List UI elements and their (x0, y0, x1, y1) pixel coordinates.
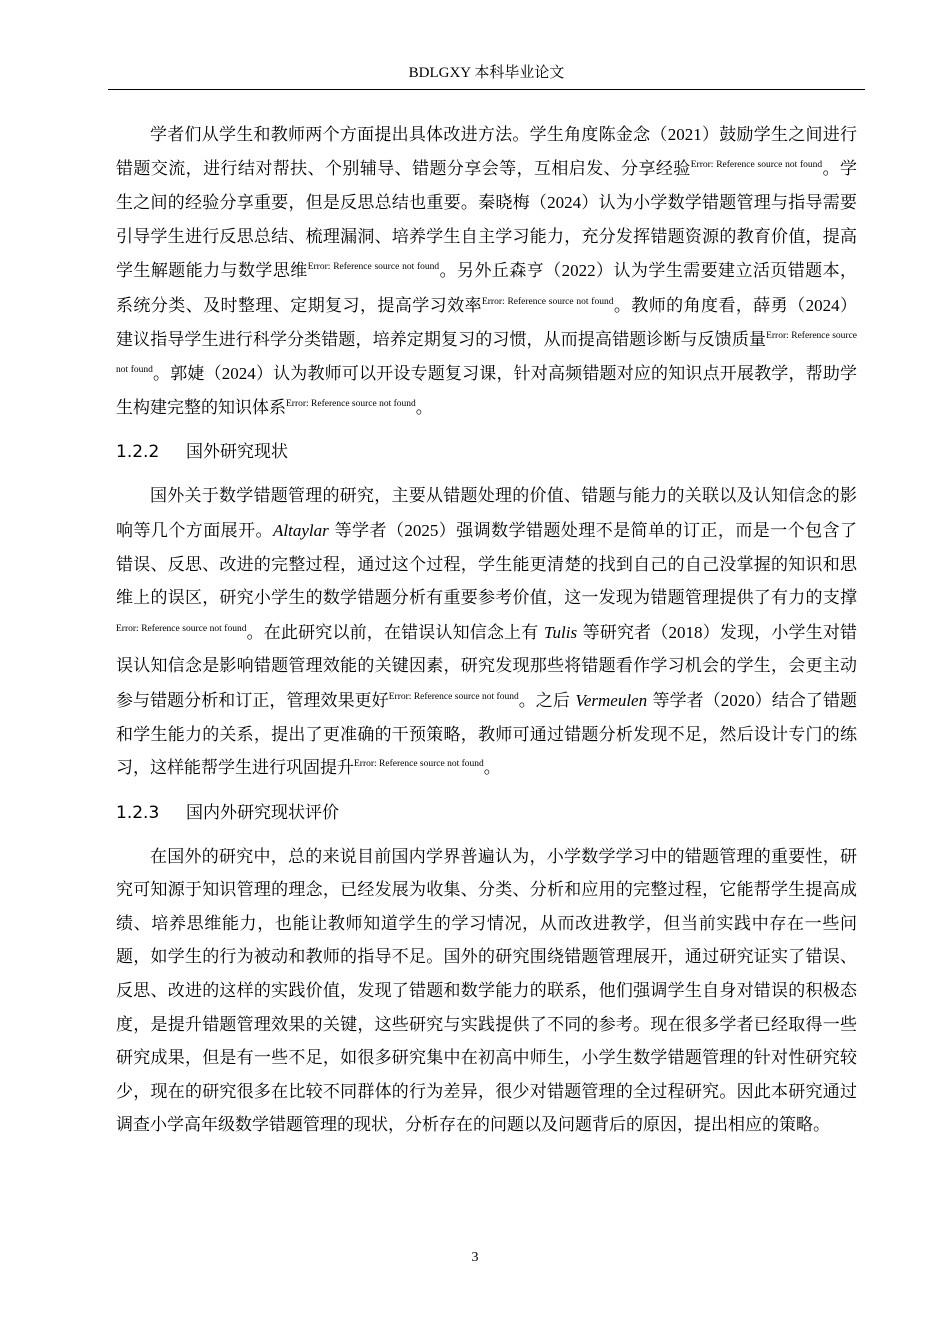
citation-error[interactable]: Error: Reference source not found (354, 759, 484, 770)
header-rule (108, 89, 865, 90)
text-run: 学者们从学生和教师两个方面提出具体改进方法。学生角度陈金念（ (150, 125, 668, 145)
citation-error[interactable]: Error: Reference source not found (307, 262, 440, 273)
text-run: ）结合了错题和学生能力的关系，提出了更准确的干预策略，教师可通过错题分析发现不足，然后设计专门的练习，这样能帮学生进行巩固提升 (116, 690, 858, 779)
text-run: ）认为教师可以开设专题复习课，针对高频错题对应的知识点开展教学，帮助学生构建完整的知识体系 (116, 364, 858, 418)
text-run: ）认为小学数学错题管理与指导需要引导学生进行反思总结、梳理漏洞、培养学生自主学习能力，充分发挥错题资源的教育价值，提高学生解题能力与数学思维 (116, 193, 858, 282)
text-run: 。教师的角度看，薛勇（ (613, 295, 806, 316)
citation-error[interactable]: Error: Reference source not found (690, 159, 823, 170)
author-name: Vermeulen (575, 690, 648, 710)
text-run: 等研究者（ (577, 622, 669, 643)
text-run: 。另外丘森亨（ (439, 261, 562, 282)
section-number: 1.2.3 (116, 802, 160, 823)
text-run: 。 (483, 758, 501, 779)
year: 2025 (404, 520, 439, 540)
author-name: Tulis (544, 622, 578, 642)
text-run: 。 (415, 397, 433, 418)
author-name: Altaylar (273, 520, 329, 540)
section-heading-1-2-2 (116, 435, 857, 469)
section-title: 国外研究现状 (186, 442, 288, 463)
citation-error[interactable]: Error: Reference source not found (116, 623, 247, 634)
page-number: 3 (471, 1250, 479, 1265)
text-run: ）认为学生需要建立活页错题本，系统分类、及时整理、定期复习，提高学习效率 (116, 261, 858, 316)
running-header: BDLGXY 本科毕业论文 (408, 65, 565, 81)
text-run: 。郭婕（ (152, 364, 222, 385)
text-run: 。学生之间的经验分享重要，但是反思总结也重要。秦晓梅（ (116, 158, 858, 214)
section-title: 国内外研究现状评价 (186, 802, 339, 823)
year: 2018 (668, 622, 703, 642)
text-run: 。之后 (518, 690, 576, 711)
text-run: ）鼓励学生之间进行错题交流，进行结对帮扶、个别辅导、错题分享会等，互相启发、分享经验 (116, 125, 858, 179)
section-number: 1.2.2 (116, 442, 160, 463)
text-run: 。在此研究以前，在错误认知信念上有 (246, 622, 545, 643)
year: 2024 (805, 295, 840, 315)
section-heading-1-2-3 (116, 796, 857, 830)
citation-error[interactable]: Error: Reference source not found (388, 691, 519, 702)
text-run: 等学者（ (647, 690, 721, 711)
citation-error[interactable]: Error: Reference source not found (481, 296, 614, 307)
text-run: 等学者（ (328, 520, 405, 541)
citation-error[interactable]: Error: Reference source not found (116, 330, 857, 376)
citation-error[interactable]: Error: Reference source not found (286, 398, 416, 409)
page-body (116, 118, 857, 1143)
year: 2021 (667, 125, 702, 144)
year: 2022 (561, 261, 596, 281)
text-run: ）发现，小学生对错误认知信念是影响错题管理效能的关键因素，研究发现那些将错题看作学习机会的学生，会更主动参与错题分析和订正，管理效果更好 (116, 622, 858, 711)
paragraph-improvement-methods (116, 118, 857, 425)
paragraph-foreign-research (116, 480, 857, 785)
text-run: ）强调数学错题处理不是简单的订正，而是一个包含了错误、反思、改进的完整过程，通过这个过程，学生能更清楚的找到自己的自己没掌握的知识和思维上的误区，研究小学生的数学错题分析有重要参考价值，这一发现为错题管理提供了有力的支撑 (116, 520, 858, 609)
year: 2020 (720, 690, 755, 710)
year: 2024 (547, 193, 582, 213)
text-run: 国外关于数学错题管理的研究，主要从错题处理的价值、错题与能力的关联以及认知信念的影响等几个方面展开。 (116, 486, 857, 541)
paragraph-evaluation: 在国外的研究中，总的来说目前国内学界普遍认为，小学数学学习中的错题管理的重要性，研究可知源于知识管理的理念，已经发展为收集、分类、分析和应用的完整过程，它能帮学生提高成绩、培养思维能力，也能让教师知道学生的学习情况，从而改进教学，但当前实践中存在一些问题，如学生的行为被动和教师的指导不足。国外的研究围绕错题管理展开，通过研究证实了错误、反思、改进的这样的实践价值，发现了错题和数学能力的联系，他们强调学生自身对错误的积极态度，是提升错题管理效果的关键，这些研究与实践提供了不同的参考。现在很多学者已经取得一些研究成果，但是有一些不足，如很多研究集中在初高中师生，小学生数学错题管理的针对性研究较少，现在的研究很多在比较不同群体的行为差异，很少对错题管理的全过程研究。因此本研究通过调查小学高年级数学错题管理的现状，分析存在的问题以及问题背后的原因，提出相应的策略。 (116, 846, 857, 1136)
text-run: ）建议指导学生进行科学分类错题，培养定期复习的习惯，从而提高错题诊断与反馈质量 (116, 295, 858, 350)
year: 2024 (221, 364, 256, 384)
